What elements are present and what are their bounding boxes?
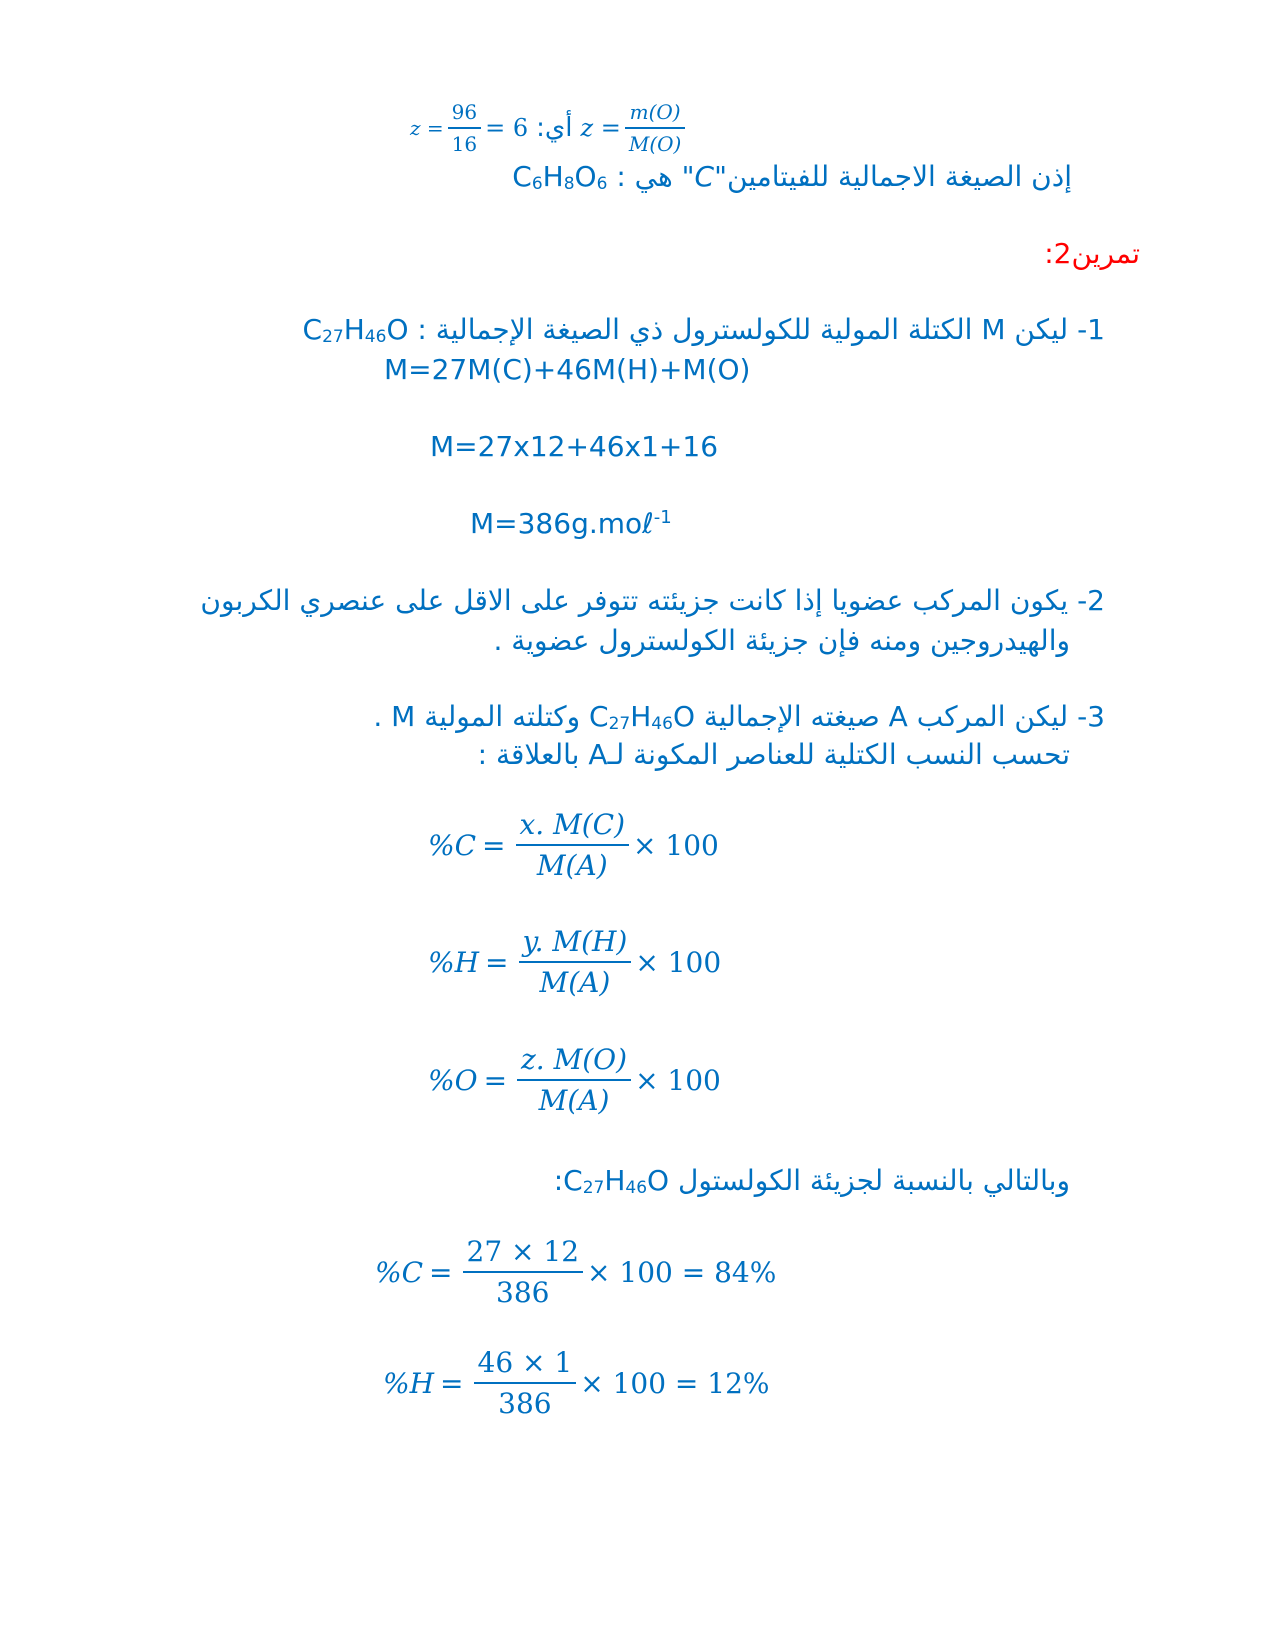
q2-text: يكون المركب عضويا إذا كانت جزيئته تتوفر على الاقل على عنصري الكربون [200, 584, 1069, 617]
q1-number: 1- [1077, 313, 1105, 346]
exercise-title: تمرين2: [1044, 237, 1140, 270]
fraction-denominator: M(O) [625, 127, 685, 156]
fraction-numerator: 96 [451, 100, 478, 124]
q1-molar-mass-result: M=386g.moℓ$^{-1}$ [470, 507, 672, 540]
q3-number: 3- [1077, 700, 1105, 733]
result-fraction: $\frac{27 \times 12}{386}$ [463, 1235, 584, 1309]
formula-percent-h: %H = $\frac{y. M(H)}{M(A)}$ × 100 [428, 925, 722, 999]
q1-molar-mass-calc: M=27x12+46x1+16 [430, 430, 719, 463]
cholesterol-formula: $C_{27}H_{46}O$ [302, 313, 409, 347]
formula-fraction: $\frac{x. M(C)}{M(A)}$ [516, 808, 630, 882]
q1-line [303, 313, 1105, 347]
formula-rhs: × 100 [635, 945, 722, 979]
vitamin-conclusion-line [512, 160, 1072, 194]
z-equation-line [410, 100, 689, 156]
formula-fraction: $\frac{z. M(O)}{M(A)}$ [517, 1043, 631, 1117]
equals-six: = 6 [485, 114, 529, 142]
vitamin-formula: $C_6H_8O_6$ [512, 160, 608, 194]
q1-molar-mass-formula: M=27M(C)+46M(H)+M(O) [384, 353, 751, 386]
ai-word: أي: [536, 113, 573, 143]
vitamin-name: "C" [681, 160, 727, 193]
fraction-numerator: m(O) [629, 100, 681, 124]
z-result-fraction [448, 100, 481, 156]
result-lhs: %H [383, 1366, 435, 1400]
cholesterol-formula: $C_{27}H_{46}O$ [563, 1164, 670, 1198]
q3-line2: تحسب النسب الكتلية للعناصر المكونة لـA بالعلاقة : [477, 738, 1070, 771]
q2-number: 2- [1077, 584, 1105, 617]
result-fraction: $\frac{46 \times 1}{386}$ [474, 1346, 577, 1420]
q3-text-a: ليكن المركب A صيغته الإجمالية [703, 700, 1069, 733]
result-rhs: × 100 = 12% [580, 1366, 770, 1400]
q3-text-b: وكتلته المولية M . [373, 700, 581, 733]
formula-percent-o: %O = $\frac{z. M(O)}{M(A)}$ × 100 [428, 1043, 721, 1117]
formula-lhs: %O [428, 1063, 478, 1097]
q2-line2: والهيدروجين ومنه فإن جزيئة الكولسترول عضوية . [493, 624, 1070, 657]
fraction-denominator: 16 [448, 127, 481, 156]
conclusion-mid: هي : [616, 160, 673, 193]
formula-rhs: × 100 [633, 828, 719, 862]
result-lhs: %C [375, 1255, 424, 1289]
z-var-2: z = [580, 114, 621, 142]
formula-lhs: %C [428, 828, 477, 862]
q2-line1 [200, 584, 1105, 617]
compound-formula: $C_{27}H_{46}O$ [589, 700, 695, 734]
z-definition-fraction [625, 100, 685, 156]
formula-fraction: $\frac{y. M(H)}{M(A)}$ [519, 925, 632, 999]
result-percent-c: %C = $\frac{27 \times 12}{386}$ × 100 = 84% [375, 1235, 777, 1309]
q3-line1 [373, 700, 1105, 734]
formula-rhs: × 100 [635, 1063, 721, 1097]
formula-percent-c: %C = $\frac{x. M(C)}{M(A)}$ × 100 [428, 808, 719, 882]
result-percent-h: %H = $\frac{46 \times 1}{386}$ × 100 = 12% [383, 1346, 770, 1420]
z-var: z = [410, 116, 444, 140]
z-value: 6 [512, 114, 529, 142]
conclusion-text: إذن الصيغة الاجمالية للفيتامين [727, 160, 1072, 193]
conclusion-text: وبالتالي بالنسبة لجزيئة الكولستول [678, 1164, 1070, 1197]
q1-text: ليكن M الكتلة المولية للكولسترول ذي الصيغة الإجمالية : [417, 313, 1069, 346]
result-rhs: × 100 = 84% [587, 1255, 777, 1289]
formula-lhs: %H [428, 945, 480, 979]
cholesterol-conclusion: وبالتالي بالنسبة لجزيئة الكولستول $C_{27}H_{46}O$: [553, 1164, 1070, 1198]
